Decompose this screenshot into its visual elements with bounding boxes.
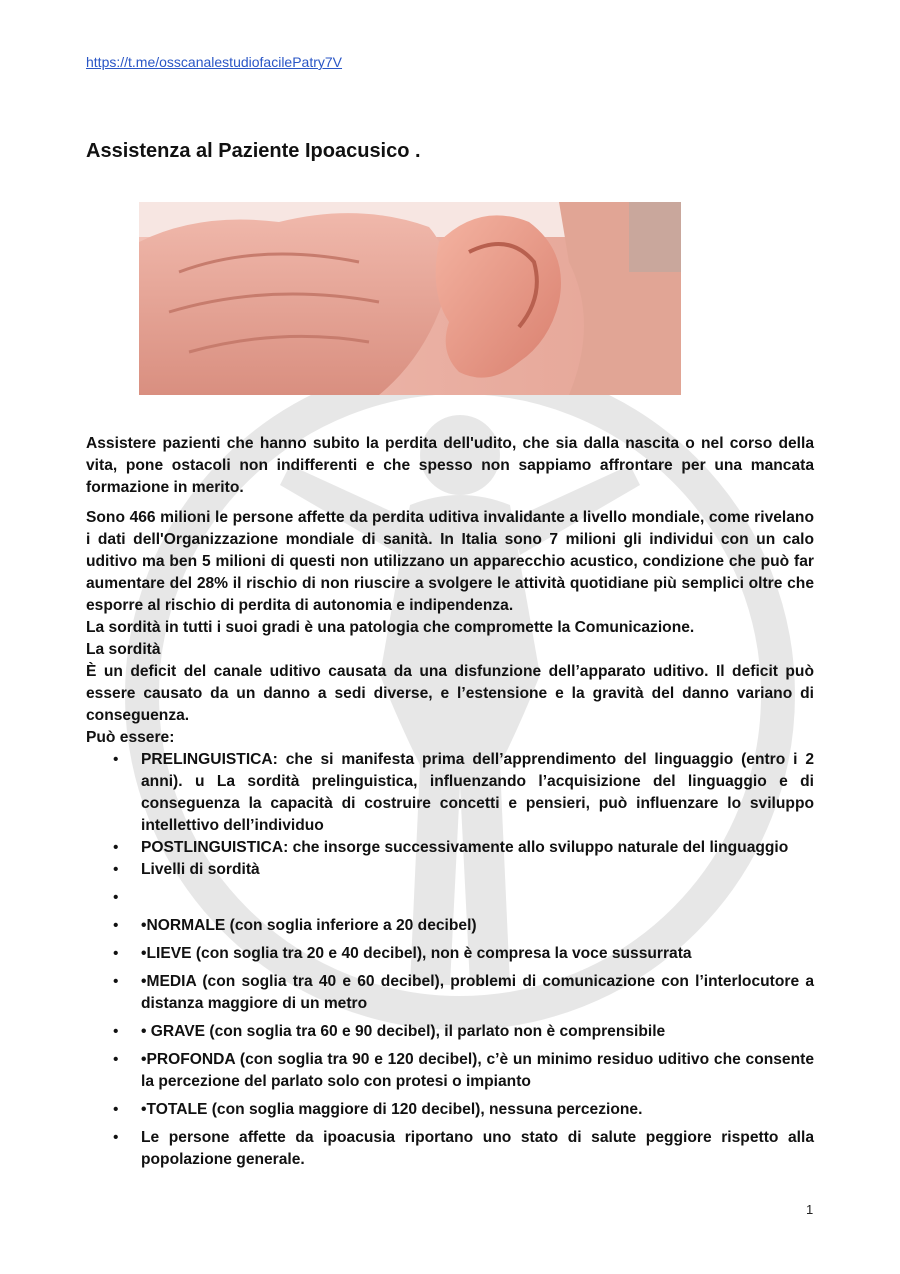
list-item: • • GRAVE (con soglia tra 60 e 90 decibel), il parlato non è comprensibile: [141, 1021, 814, 1043]
list-item-empty: [141, 887, 814, 909]
body-text: [86, 433, 814, 1171]
page-number: 1: [806, 1202, 814, 1217]
list-item: • •LIEVE (con soglia tra 20 e 40 decibel), non è compresa la voce sussurrata: [141, 943, 814, 965]
paragraph-intro: Assistere pazienti che hanno subito la perdita dell'udito, che sia dalla nascita o nel corso della vita, pone ostacoli non indifferenti e che spesso non sappiamo affrontare per una mancata formazione in merito.: [86, 435, 814, 496]
telegram-link[interactable]: https://t.me/osscanalestudiofacilePatry7V: [86, 54, 343, 70]
page-title: Assistenza al Paziente Ipoacusico .: [86, 140, 421, 162]
list-item: • POSTLINGUISTICA: che insorge successivamente allo sviluppo naturale del linguaggio: [141, 837, 814, 859]
list-item: • Livelli di sordità: [141, 859, 814, 881]
paragraph-heading-sordita: La sordità: [86, 641, 161, 658]
list-item: • •TOTALE (con soglia maggiore di 120 decibel), nessuna percezione.: [141, 1099, 814, 1121]
bullet-list: [86, 749, 814, 1171]
list-item: • •PROFONDA (con soglia tra 90 e 120 decibel), c’è un minimo residuo uditivo che consente la percezione del parlato solo con protesi o impianto: [141, 1049, 814, 1093]
list-item: • PRELINGUISTICA: che si manifesta prima dell’apprendimento del linguaggio (entro i 2 anni). u La sordità prelinguistica, influenzando l’acquisizione del linguaggio e di conseguenza la capacità di costruire concetti e pensieri, può influenzare lo sviluppo intellettivo dell’individuo: [141, 749, 814, 837]
paragraph-statistics: Sono 466 milioni le persone affette da perdita uditiva invalidante a livello mondiale, come rivelano i dati dell'Organizzazione mondiale di sanità. In Italia sono 7 milioni gli individui con un calo uditivo ma ben 5 milioni di questi non utilizzano un apparecchio acustico, condizione che può far aumentare del 28% il rischio di non riuscire a svolgere le attività quotidiane più semplici oltre che esporre al rischio di perdita di autonomia e indipendenza.: [86, 509, 814, 614]
paragraph-puo-essere: Può essere:: [86, 729, 175, 746]
list-item: • •MEDIA (con soglia tra 40 e 60 decibel), problemi di comunicazione con l’interlocutore a distanza maggiore di un metro: [141, 971, 814, 1015]
list-item: • •NORMALE (con soglia inferiore a 20 decibel): [141, 915, 814, 937]
list-item: • Le persone affette da ipoacusia riportano uno stato di salute peggiore rispetto alla popolazione generale.: [141, 1127, 814, 1171]
paragraph-definition: È un deficit del canale uditivo causata da una disfunzione dell’apparato uditivo. Il deficit può essere causato da un danno a sedi diverse, e l’estensione e la gravità del danno variano di conseguenza.: [86, 663, 814, 724]
ear-photo: [139, 202, 681, 395]
paragraph-communication: La sordità in tutti i suoi gradi è una patologia che compromette la Comunicazione.: [86, 619, 695, 636]
